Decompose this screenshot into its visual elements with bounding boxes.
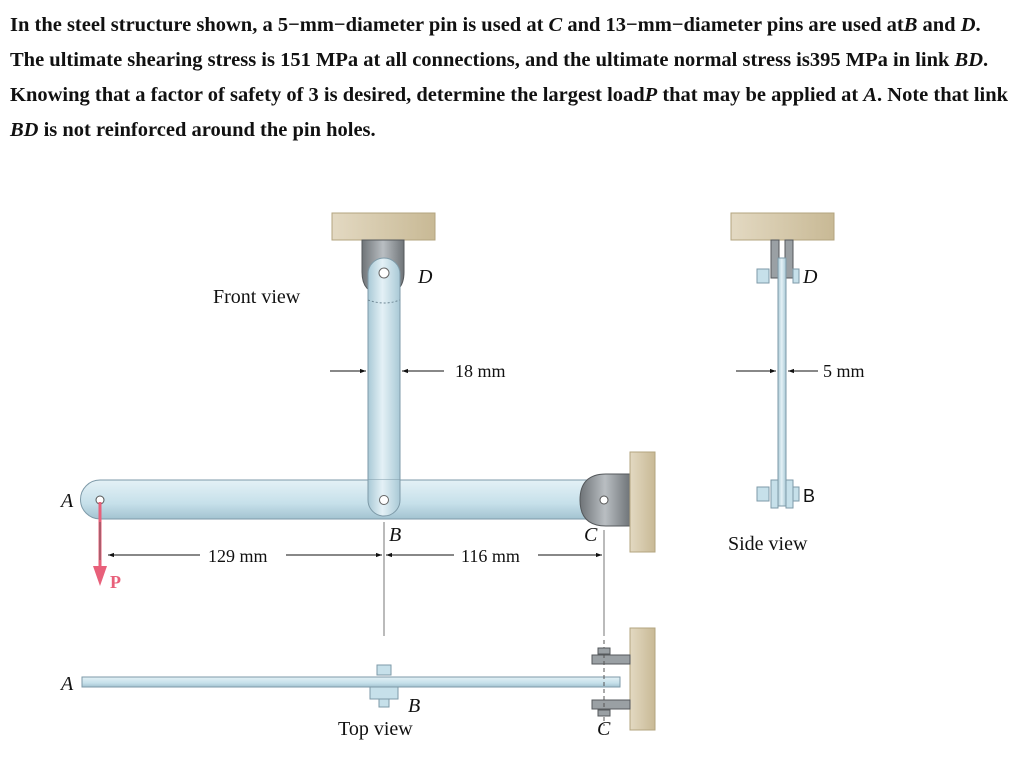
- pin-b: [380, 496, 389, 505]
- pin-d-side-head: [757, 269, 769, 283]
- front-view: [59, 213, 655, 636]
- dim-bc-label: 116 mm: [461, 546, 520, 566]
- label-d-side: D: [803, 266, 818, 288]
- top-view-label: Top view: [338, 718, 413, 740]
- ceiling-support-side: [731, 213, 834, 240]
- dim-thickness-label: 5 mm: [823, 361, 865, 381]
- pin-b-top-head: [377, 665, 391, 675]
- bracket-c-top-lower: [592, 700, 630, 709]
- side-view: [728, 213, 865, 555]
- link-bd-side: [778, 258, 786, 506]
- member-abc-top: [82, 677, 620, 687]
- label-a-front: A: [61, 490, 74, 512]
- label-d-front: D: [418, 266, 433, 288]
- pin-c-top-head: [598, 648, 610, 654]
- pin-d: [379, 268, 389, 278]
- label-c-front: C: [584, 524, 598, 546]
- load-p-arrowhead: [93, 566, 107, 586]
- label-b-side: B: [803, 486, 816, 506]
- problem-statement: In the steel structure shown, a 5−mm−diameter pin is used at C and 13−mm−diameter pins are used atB and D. The ultimate shearing stress is 151 MPa at all connections, and the ultimate normal stress is395 MPa in link BD. Knowing that a factor of safety of 3 is desired, determine the largest loadP that may be applied at A. Note that link BD is not reinforced around the pin holes.: [10, 14, 1009, 141]
- ceiling-support-d: [332, 213, 435, 240]
- bracket-c-top-upper: [592, 655, 630, 664]
- pin-d-side-tail: [793, 269, 799, 283]
- label-b-top: B: [408, 695, 421, 717]
- pin-b-side-tail: [793, 487, 799, 501]
- label-b-front: B: [389, 524, 402, 546]
- wall-support-c: [630, 452, 655, 552]
- wall-support-top: [630, 628, 655, 730]
- top-view: [59, 628, 655, 740]
- member-side-right: [786, 480, 793, 508]
- dim-width-label: 18 mm: [455, 361, 506, 381]
- pin-b-side-head: [757, 487, 769, 501]
- pin-c-top-tail: [598, 710, 610, 716]
- link-bd: [368, 258, 400, 506]
- side-view-label: Side view: [728, 533, 808, 555]
- label-c-top: C: [597, 718, 611, 740]
- front-view-label: Front view: [213, 286, 301, 308]
- label-a-top: A: [61, 673, 74, 695]
- member-side-left: [771, 480, 778, 508]
- pin-c: [600, 496, 608, 504]
- link-bd-top: [370, 687, 398, 699]
- member-abc: [81, 480, 593, 519]
- pin-b-top-tail: [379, 699, 389, 707]
- load-p-label: P: [110, 572, 121, 592]
- dim-ab-label: 129 mm: [208, 546, 268, 566]
